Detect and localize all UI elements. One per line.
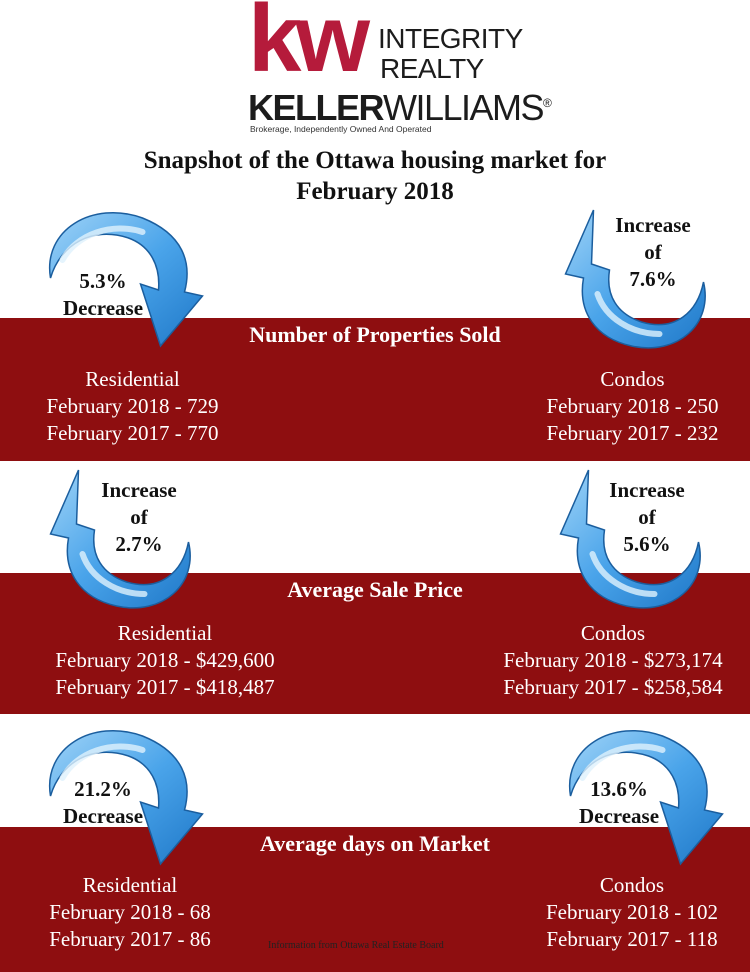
condos-price-stats: Condos February 2018 - $273,174 February 2017 - $258,584 — [503, 621, 723, 699]
title-line-1: Snapshot of the Ottawa housing market for — [143, 147, 607, 174]
section-heading-average-days: Average days on Market — [260, 831, 490, 856]
residential-days-stats: Residential February 2018 - 68 February 2017 - 86 — [49, 873, 211, 951]
residential-price-stats: Residential February 2018 - $429,600 February 2017 - $418,487 — [55, 621, 275, 699]
residential-price-change: Increase of 2.7% — [101, 478, 177, 556]
section-heading-properties-sold: Number of Properties Sold — [249, 322, 501, 347]
condos-sold-stats: Condos February 2018 - 250 February 2017 - 232 — [546, 367, 719, 445]
source-footnote: Information from Ottawa Real Estate Board — [268, 940, 444, 951]
residential-sold-stats: Residential February 2018 - 729 February 2017 - 770 — [46, 367, 219, 445]
condos-days-stats: Condos February 2018 - 102 February 2017 - 118 — [545, 873, 719, 951]
logo-brand-bold: KELLER — [248, 87, 383, 128]
logo-brand-light: WILLIAMS — [383, 87, 544, 128]
condos-price-change: Increase of 5.6% — [609, 478, 685, 556]
title-line-2: February 2018 — [296, 178, 454, 205]
condos-days-change: 13.6% Decrease — [578, 777, 660, 828]
logo-realty: REALTY — [380, 53, 484, 84]
logo-tagline: Brokerage, Independently Owned And Operated — [250, 124, 432, 134]
page-title — [0, 145, 750, 207]
logo-brand — [248, 85, 550, 126]
kw-mark: kw — [248, 0, 365, 92]
section-heading-average-sale-price: Average Sale Price — [287, 577, 463, 602]
logo-integrity: INTEGRITY — [378, 23, 523, 54]
condos-sold-change: Increase of 7.6% — [615, 213, 691, 291]
residential-sold-change: 5.3% Decrease — [62, 269, 144, 320]
logo-reg: ® — [543, 96, 551, 110]
residential-days-change: 21.2% Decrease — [62, 777, 144, 828]
keller-williams-logo — [248, 0, 551, 135]
